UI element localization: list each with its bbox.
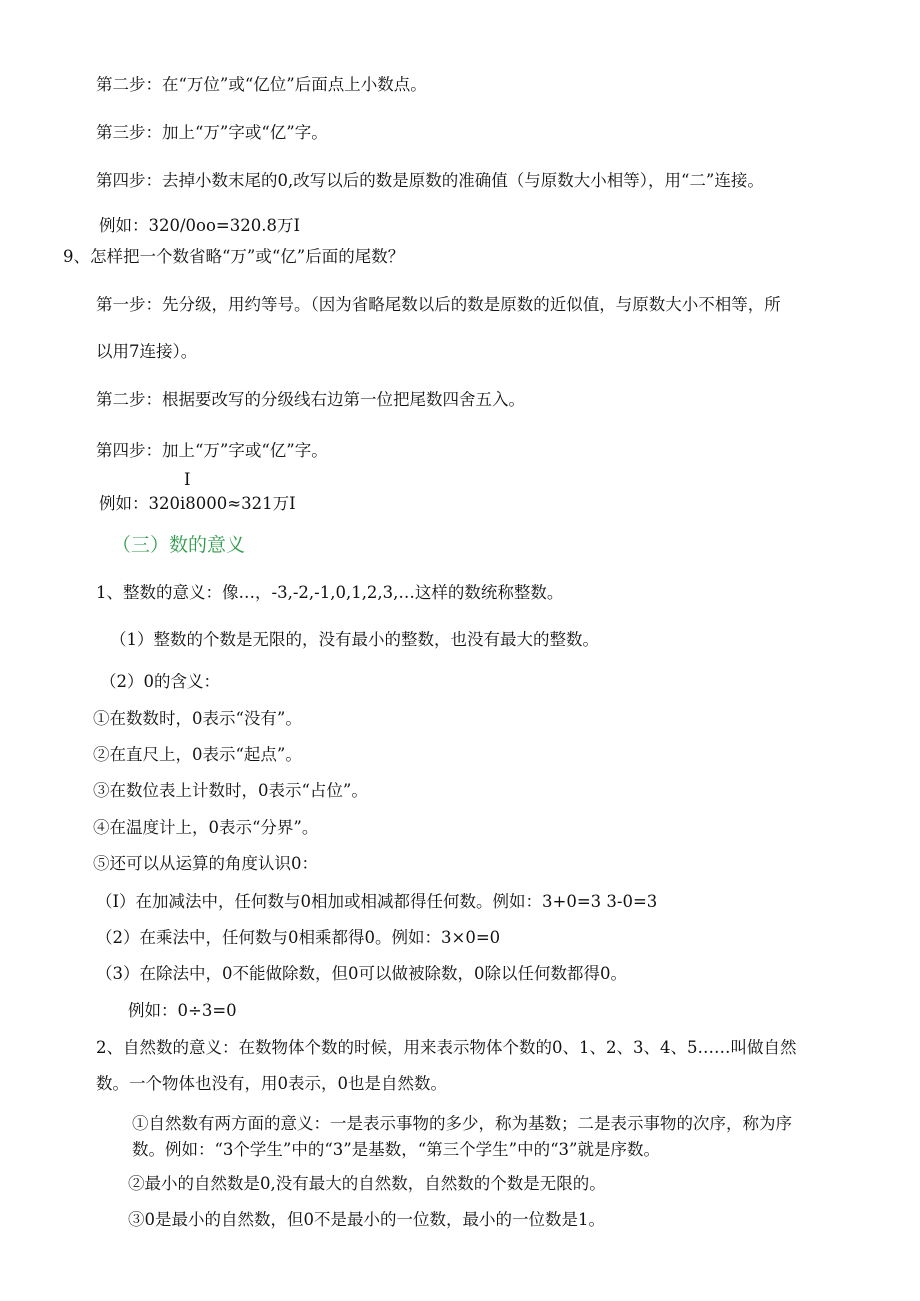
text-line: 第三步：加上“万”字或“亿”字。 bbox=[96, 123, 328, 142]
text-line: 第二步：在“万位”或“亿位”后面点上小数点。 bbox=[96, 75, 427, 94]
list-item: ⑤还可以从运算的角度认识0： bbox=[93, 854, 318, 873]
text-line: 数。一个物体也没有，用0表示，0也是自然数。 bbox=[96, 1074, 447, 1093]
text-line: （2）在乘法中，任何数与0相乘都得0。例如：3×0=0 bbox=[96, 928, 501, 947]
section-heading: 9、怎样把一个数省略“万”或“亿”后面的尾数？ bbox=[63, 247, 405, 266]
text-line: 数。例如：“3个学生”中的“3”是基数，“第三个学生”中的“3”就是序数。 bbox=[132, 1140, 660, 1159]
section-title: （三）数的意义 bbox=[112, 534, 246, 556]
text-line: 例如：320i8000≈321万I bbox=[99, 494, 296, 513]
list-item: ③在数位表上计数时，0表示“占位”。 bbox=[93, 781, 368, 800]
text-line: 例如：320/0oo=320.8万I bbox=[99, 216, 300, 235]
text-line: 例如：0÷3=0 bbox=[128, 1001, 237, 1020]
text-line: 1、整数的意义：像…，-3,-2,-1,0,1,2,3,…这样的数统称整数。 bbox=[96, 583, 564, 602]
text-line: （3）在除法中，0不能做除数，但0可以做被除数，0除以任何数都得0。 bbox=[96, 964, 627, 983]
list-item: ①自然数有两方面的意义：一是表示事物的多少，称为基数；二是表示事物的次序，称为序 bbox=[132, 1114, 792, 1133]
text-line: 第一步：先分级，用约等号。（因为省略尾数以后的数是原数的近似值，与原数大小不相等，所 bbox=[96, 295, 781, 314]
text-line: 第四步：去掉小数末尾的0,改写以后的数是原数的准确值（与原数大小相等），用“二”连接。 bbox=[96, 171, 764, 190]
list-item: ①在数数时，0表示“没有”。 bbox=[93, 709, 302, 728]
list-item: ③0是最小的自然数，但0不是最小的一位数，最小的一位数是1。 bbox=[128, 1210, 605, 1229]
text-line: （1）整数的个数是无限的，没有最小的整数，也没有最大的整数。 bbox=[110, 630, 599, 649]
text-line: （2）0的含义： bbox=[100, 672, 220, 691]
text-line: I bbox=[184, 470, 191, 489]
text-line: 以用7连接）。 bbox=[96, 342, 198, 361]
text-line: 第四步：加上“万”字或“亿”字。 bbox=[96, 441, 328, 460]
text-line: 2、自然数的意义：在数物体个数的时候，用来表示物体个数的0、1、2、3、4、5……叫做自然 bbox=[96, 1038, 797, 1057]
text-line: 第二步：根据要改写的分级线右边第一位把尾数四舍五入。 bbox=[96, 390, 525, 409]
list-item: ②在直尺上，0表示“起点”。 bbox=[93, 745, 302, 764]
list-item: ②最小的自然数是0,没有最大的自然数，自然数的个数是无限的。 bbox=[128, 1174, 606, 1193]
list-item: ④在温度计上，0表示“分界”。 bbox=[93, 818, 319, 837]
text-line: （I）在加减法中，任何数与0相加或相减都得任何数。例如：3+0=3 3-0=3 bbox=[96, 892, 658, 911]
